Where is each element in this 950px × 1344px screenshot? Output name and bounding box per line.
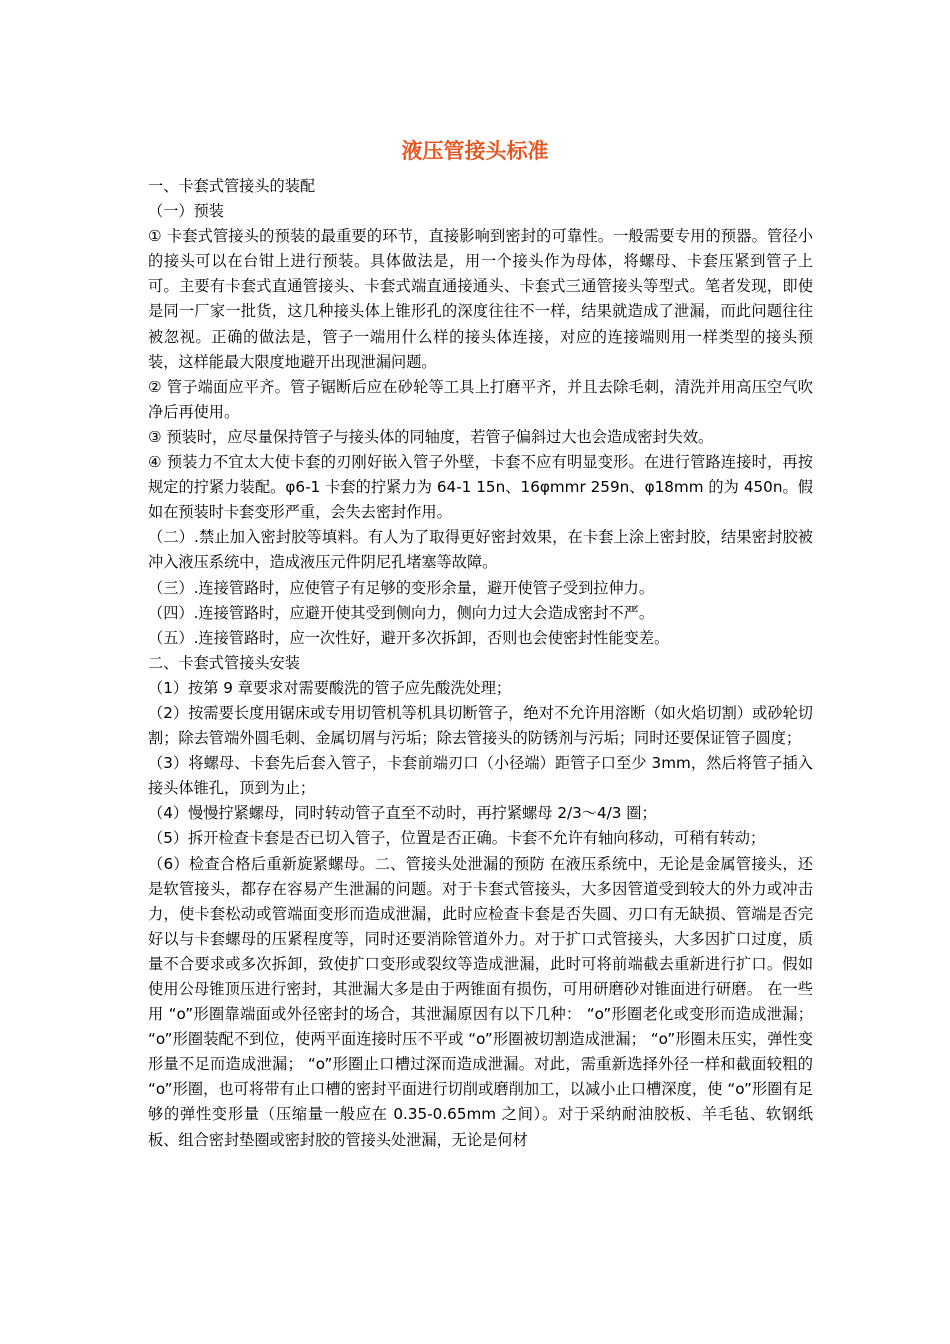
paragraph-rule-2: （二）.禁止加入密封胶等填料。有人为了取得更好密封效果，在卡套上涂上密封胶，结果密封胶被冲入液压系统中，造成液压元件阴尼孔堵塞等故障。: [148, 528, 813, 572]
subheading-preassembly: （一）预装: [148, 202, 224, 221]
paragraph-item-3: ③ 预装时，应尽量保持管子与接头体的同轴度，若管子偏斜过大也会造成密封失效。: [148, 427, 714, 446]
paragraph-step-5: （5）拆开检查卡套是否已切入管子，位置是否正确。卡套不允许有轴向移动，可稍有转动；: [148, 829, 766, 848]
paragraph-step-3: （3）将螺母、卡套先后套入管子，卡套前端刃口（小径端）距管子口至少 3mm，然后将管子插入接头体锥孔，顶到为止；: [148, 754, 813, 798]
paragraph-item-4: ④ 预装力不宜太大使卡套的刃刚好嵌入管子外壁，卡套不应有明显变形。在进行管路连接时，再按规定的拧紧力装配。φ6-1 卡套的拧紧力为 64-1 15n、16φmmr 259n、φ18mm 的为 450n。假如在预装时卡套变形严重，会失去密封作用。: [148, 453, 813, 522]
paragraph-item-2: ② 管子端面应平齐。管子锯断后应在砂轮等工具上打磨平齐，并且去除毛刺，清洗并用高压空气吹净后再使用。: [148, 377, 813, 421]
paragraph-step-4: （4）慢慢拧紧螺母，同时转动管子直至不动时，再拧紧螺母 2/3～4/3 圈；: [148, 804, 657, 823]
paragraph-step-2: （2）按需要长度用锯床或专用切管机等机具切断管子，绝对不允许用溶断（如火焰切割）或砂轮切割；除去管端外圆毛刺、金属切屑与污垢；除去管接头的防锈剂与污垢；同时还要保证管子圆度；: [148, 703, 813, 748]
paragraph-step-1: （1）按第 9 章要求对需要酸洗的管子应先酸洗处理；: [148, 678, 512, 697]
paragraph-rule-3: （三）.连接管路时，应使管子有足够的变形余量，避开使管子受到拉伸力。: [148, 578, 655, 597]
paragraph-rule-4: （四）.连接管路时，应避开使其受到侧向力，侧向力过大会造成密封不严。: [148, 603, 655, 622]
paragraph-step-6: （6）检查合格后重新旋紧螺母。二、管接头处泄漏的预防 在液压系统中，无论是金属管接头，还是软管接头，都存在容易产生泄漏的问题。对于卡套式管接头，大多因管道受到较大的外力或冲击力，使卡套松动或管端面变形而造成泄漏，此时应检查卡套是否失圆、刃口有无缺损、管端是否完好以与卡套螺母的压紧程度等，同时还要消除管道外力。对于扩口式管接头，大多因扩口过度，质量不合要求或多次拆卸，致使扩口变形或裂纹等造成泄漏，此时可将前端截去重新进行扩口。假如使用公母锥顶压进行密封，其泄漏大多是由于两锥面有损伤，可用研磨砂对锥面进行研磨。 在一些用 “o”形圈靠端面或外径密封的场合，其泄漏原因有以下几种： “o”形圈老化或变形而造成泄漏； “o”形圈装配不到位，使两平面连接时压不平或 “o”形圈被切割造成泄漏； “o”形圈未压实，弹性变形量不足而造成泄漏； “o”形圈止口槽过深而造成泄漏。对此，需重新选择外径一样和截面较粗的 “o”形圈，也可将带有止口槽的密封平面进行切削或磨削加工，以减小止口槽深度，使 “o”形圈有足够的弹性变形量（压缩量一般应在 0.35-0.65mm 之间）。对于采纳耐油胶板、羊毛毡、软钢纸板、组合密封垫圈或密封胶的管接头处泄漏，无论是何材: [148, 854, 813, 1149]
document-body: [148, 174, 813, 1153]
paragraph-item-1: ① 卡套式管接头的预装的最重要的环节，直接影响到密封的可靠性。一般需要专用的预器。管径小的接头可以在台钳上进行预装。具体做法是，用一个接头作为母体，将螺母、卡套压紧到管子上可。主要有卡套式直通管接头、卡套式端直通接通头、卡套式三通管接头等型式。笔者发现，即使是同一厂家一批货，这几种接头体上锥形孔的深度往往不一样，结果就造成了泄漏，而此问题往往被忽视。正确的做法是，管子一端用什么样的接头体连接，对应的连接端则用一样类型的接头预装，这样能最大限度地避开出现泄漏问题。: [148, 227, 813, 371]
heading-section-2: 二、卡套式管接头安装: [148, 653, 300, 672]
paragraph-rule-5: （五）.连接管路时，应一次性好，避开多次拆卸，否则也会使密封性能变差。: [148, 628, 670, 647]
page-title: 液压管接头标准: [401, 139, 549, 163]
heading-section-1: 一、卡套式管接头的装配: [148, 177, 316, 195]
